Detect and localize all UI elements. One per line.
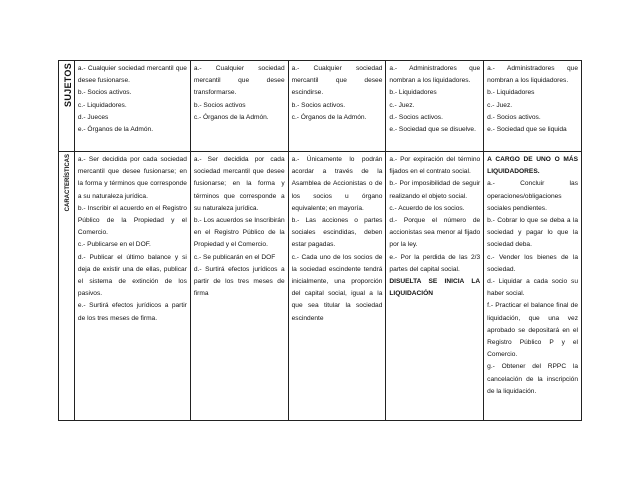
row-header-sujetos: [59, 61, 75, 152]
cell-caracteristicas-liquidacion: [484, 152, 582, 421]
cell-line: d.- Jueces: [77, 113, 109, 121]
cell-line: c.- Acuerdo de los socios.: [389, 204, 465, 212]
cell-line: b.- Socios activos.: [291, 101, 346, 109]
cell-line: d.- Liquidar a cada socio su haber social.: [487, 278, 580, 298]
cell-line: b.- Cobrar lo que se deba a la sociedad y pagar lo que la sociedad deba.: [487, 217, 580, 249]
cell-line: a.- Administradores que nombran a los liquidadores.: [487, 65, 580, 85]
cell-sujetos-transformacion: [190, 61, 288, 152]
cell-line: a.- Por expiración del término fijados en el contrato social.: [389, 156, 483, 176]
cell-line: a.- Cualquier sociedad mercantil que desee transformarse.: [193, 65, 287, 97]
cell-sujetos-liquidacion: [484, 61, 582, 152]
cell-line: a.- Únicamente lo podrán acordar a través de la Asamblea de Accionistas o de los socios u órgano equivalente; en mayoría.: [291, 156, 385, 212]
cell-line: g.- Obtener del RPPC la cancelación de la inscripción de la liquidación.: [487, 363, 580, 395]
cell-line: c.- Juez.: [487, 101, 513, 109]
cell-line: b.- Socios activos.: [77, 89, 132, 97]
cell-line: c.- Liquidadores.: [77, 101, 127, 109]
cell-line: c.- Órganos de la Admón.: [193, 113, 269, 121]
cell-line: d.- Socios activos.: [389, 113, 443, 121]
cell-line: a.- Concluir las operaciones/obligaciones sociales pendientes.: [487, 180, 580, 212]
cell-line: a.- Cualquier sociedad mercantil que desee fusionarse.: [77, 65, 189, 85]
cell-line: b.- Por imposibilidad de seguir realizando el objeto social.: [389, 180, 483, 200]
cell-line: e.- Sociedad que se liquida: [487, 126, 567, 134]
cell-line: c.- Se publicarán en el DOF: [193, 253, 276, 261]
row-label-caracteristicas: CARACTERÍSTICAS: [65, 154, 71, 212]
cell-line: b.- Los acuerdos se Inscribirán en el Registro Público de la Propiedad y el Comercio.: [193, 217, 287, 249]
cell-line: d.- Socios activos.: [487, 113, 541, 121]
cell-caracteristicas-transformacion: [190, 152, 288, 421]
comparison-table: [58, 60, 582, 421]
cell-line: c.- Vender los bienes de la sociedad.: [487, 253, 580, 273]
cell-sujetos-escision: [288, 61, 386, 152]
cell-line: c.- Cada uno de los socios de la sociedad escindente tendrá inicialmente, una proporción del capital social, igual a la que sea titular la sociedad escindente: [291, 253, 385, 322]
cell-caracteristicas-fusion: [74, 152, 190, 421]
cell-line: d.- Publicar el último balance y si deja de existir una de ellas, publicar el sistema de extinción de los pasivos.: [77, 253, 189, 298]
cell-sujetos-disolucion: [386, 61, 484, 152]
row-label-sujetos: SUJETOS: [63, 63, 73, 107]
cell-caracteristicas-escision: [288, 152, 386, 421]
cell-line: f.- Practicar el balance final de liquidación, que una vez aprobado se depositará en el Registro Público P y el Comercio.: [487, 302, 580, 359]
cell-line: e.- Por la perdida de las 2/3 partes del capital social.: [389, 253, 483, 273]
cell-line: b.- Liquidadores: [487, 89, 535, 97]
cell-line: c.- Publicarse en el DOF.: [77, 241, 151, 249]
cell-line: d.- Porque el número de accionistas sea menor al fijado por la ley.: [389, 217, 483, 249]
cell-line: b.- Las acciones o partes sociales escindidas, deben estar pagadas.: [291, 217, 385, 249]
cell-sujetos-fusion: [74, 61, 190, 152]
cell-line: d.- Surtirá efectos jurídicos a partir de los tres meses de firma: [193, 265, 287, 298]
cell-line: e.- Órganos de la Admón.: [77, 126, 154, 134]
row-header-caracteristicas: [59, 152, 75, 421]
table-row-caracteristicas: [59, 152, 582, 421]
cell-line: a.- Ser decidida por cada sociedad mercantil que desee fusionarse; en la forma y términos que corresponde a su naturaleza jurídica.: [77, 156, 189, 200]
cell-line: e.- Surtirá efectos jurídicos a partir de los tres meses de firma.: [77, 302, 189, 322]
cell-line: b.- Liquidadores: [389, 89, 437, 97]
cell-line: c.- Juez.: [389, 101, 415, 109]
cell-line: a.- Ser decidida por cada sociedad mercantil que desee fusionarse; en la forma y términos que corresponde a su naturaleza jurídica.: [193, 156, 287, 212]
cell-line: b.- Socios activos: [193, 101, 246, 109]
cell-line: e.- Sociedad que se disuelve.: [389, 126, 476, 134]
cell-line: a.- Administradores que nombran a los liquidadores.: [389, 65, 483, 85]
cell-caracteristicas-disolucion: [386, 152, 484, 421]
cell-line: b.- Inscribir el acuerdo en el Registro Público de la Propiedad y el Comercio.: [77, 204, 189, 237]
table-row-sujetos: [59, 61, 582, 152]
cell-line: a.- Cualquier sociedad mercantil que desee escindirse.: [291, 65, 385, 97]
cell-line-emphasis: A CARGO DE UNO O MÁS LIQUIDADORES.: [487, 156, 580, 176]
cell-line: c.- Órganos de la Admón.: [291, 113, 367, 121]
cell-line-emphasis: DISUELTA SE INICIA LA LIQUIDACIÓN: [389, 278, 483, 298]
